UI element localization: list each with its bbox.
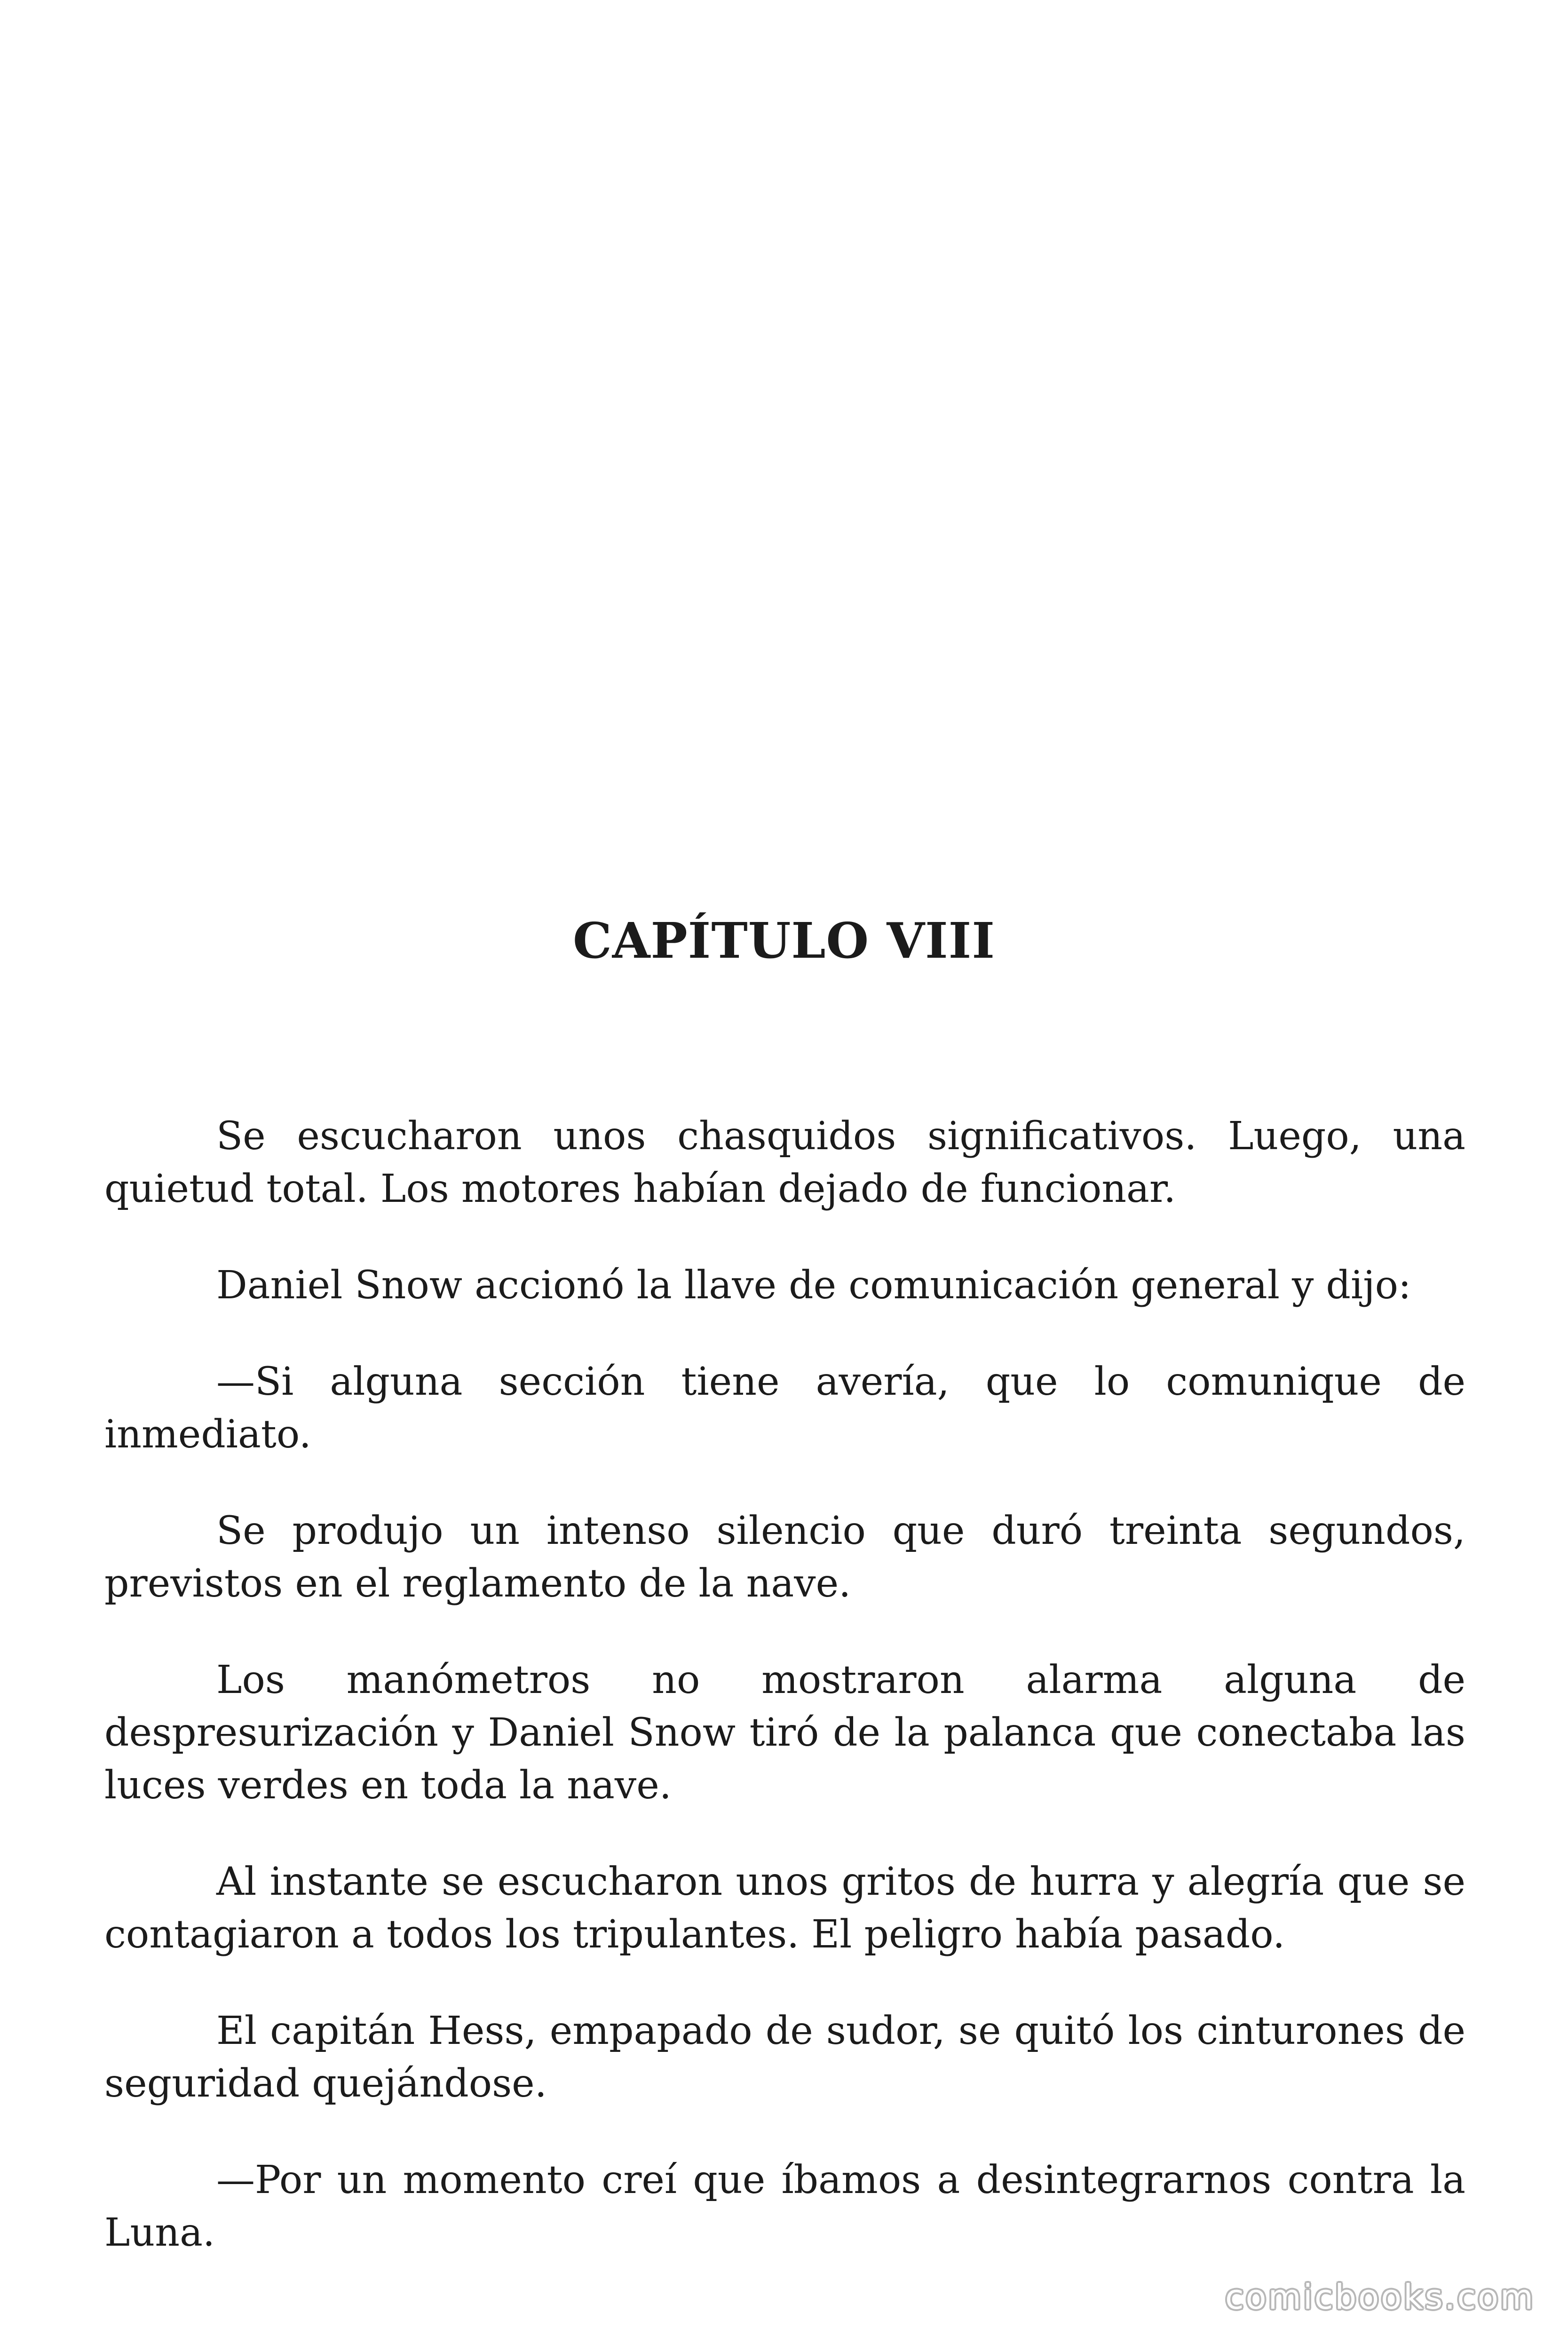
paragraph-8: —Por un momento creí que íbamos a desintegrarnos contra la Luna. [104, 2158, 1465, 2255]
chapter-body [104, 1110, 1465, 2303]
paragraph-1: Se escucharon unos chasquidos significativos. Luego, una quietud total. Los motores habían dejado de funcionar. [104, 1114, 1465, 1211]
paragraph-5: Los manómetros no mostraron alarma alguna de despresurización y Daniel Snow tiró de la palanca que conectaba las luces verdes en toda la nave. [104, 1658, 1465, 1808]
paragraph-3: —Si alguna sección tiene avería, que lo comunique de inmediato. [104, 1359, 1465, 1457]
chapter-title: CAPÍTULO VIII [573, 912, 995, 969]
watermark: comicbooks.com [1225, 2277, 1535, 2317]
paragraph-6: Al instante se escucharon unos gritos de hurra y alegría que se contagiaron a todos los tripulantes. El peligro había pasado. [104, 1859, 1465, 1957]
paragraph-7: El capitán Hess, empapado de sudor, se quitó los cinturones de seguridad quejándose. [104, 2009, 1465, 2106]
paragraph-4: Se produjo un intenso silencio que duró treinta segundos, previstos en el reglamento de la nave. [104, 1509, 1465, 1606]
paragraph-2: Daniel Snow accionó la llave de comunicación general y dijo: [216, 1263, 1411, 1308]
